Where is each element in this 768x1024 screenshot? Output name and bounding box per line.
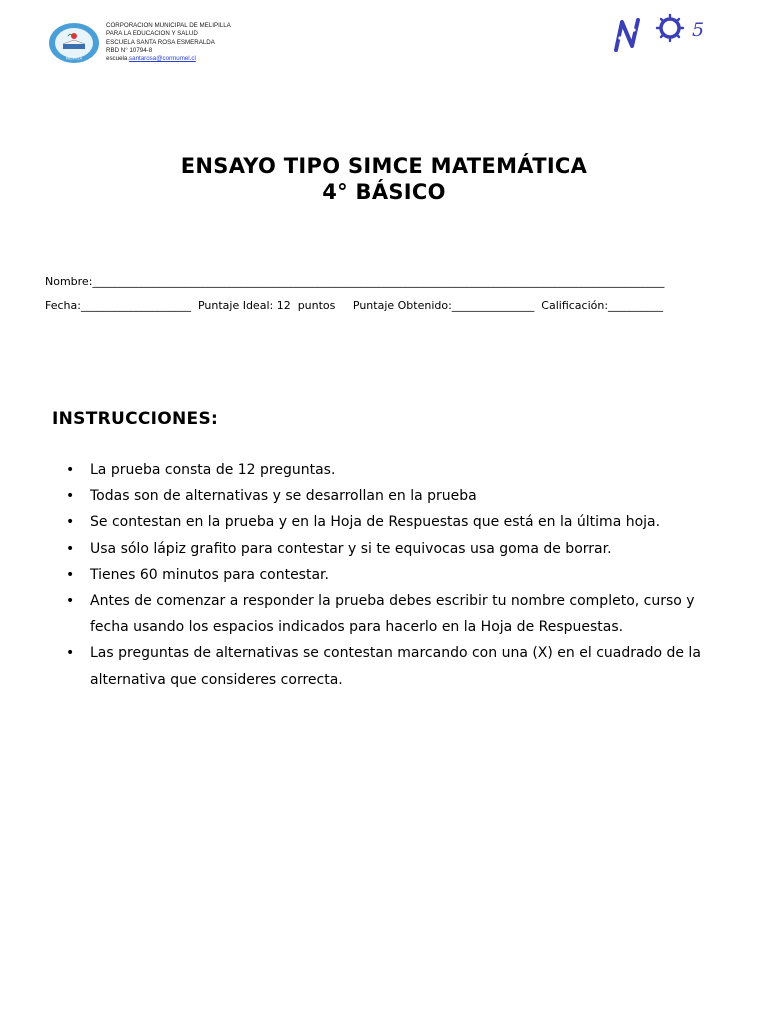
email-prefix: escuela. — [106, 55, 130, 63]
bullet-icon: • — [66, 593, 75, 610]
institution-header — [106, 22, 231, 63]
header-line-corporation: CORPORACION MUNICIPAL DE MELIPILLA — [106, 22, 231, 29]
name-field[interactable]: Nombre:________________________________________________________________________________________________________ — [45, 275, 665, 288]
list-item: • Antes de comenzar a responder la prueba debes escribir tu nombre completo, curso y fecha usando los espacios indicados para hacerlo en la Hoja de Respuestas. — [62, 588, 712, 640]
bullet-icon: • — [66, 514, 75, 531]
list-item: • Usa sólo lápiz grafito para contestar y si te equivocas usa goma de borrar. — [62, 536, 712, 562]
page-title: ENSAYO TIPO SIMCE MATEMÁTICA — [180, 154, 588, 178]
logo-text: MELIPILLA — [65, 56, 83, 61]
bullet-icon: • — [66, 566, 75, 583]
list-item: • Las preguntas de alternativas se contestan marcando con una (X) en el cuadrado de la alternativa que consideres correcta. — [62, 640, 712, 692]
page-subtitle: 4° BÁSICO — [322, 180, 446, 204]
header-line-rbd: RBD N° 10794-8 — [106, 46, 153, 54]
svg-text:5: 5 — [692, 19, 705, 41]
bullet-icon: • — [66, 645, 75, 662]
bullet-icon: • — [66, 540, 75, 557]
header-line-school: ESCUELA SANTA ROSA ESMERALDA — [106, 38, 215, 46]
header-line-education: PARA LA EDUCACION Y SALUD — [106, 30, 198, 38]
bullet-icon: • — [66, 462, 75, 478]
bullet-icon: • — [66, 488, 75, 505]
date-score-field[interactable]: Fecha:____________________ Puntaje Ideal: 12 puntos Puntaje Obtenido:_______________ Calificación:__________ — [45, 299, 664, 312]
email-link[interactable]: santarosa@cormumel.cl — [129, 55, 196, 63]
header-email — [106, 55, 231, 63]
school-logo — [48, 22, 100, 64]
list-item: • La prueba consta de 12 preguntas. — [62, 457, 712, 483]
list-item: • Todas son de alternativas y se desarrollan en la prueba — [62, 483, 712, 509]
list-item: • Se contestan en la prueba y en la Hoja de Respuestas que está en la última hoja. — [62, 509, 712, 535]
list-item: • Tienes 60 minutos para contestar. — [62, 562, 712, 588]
test-number-mark — [612, 12, 712, 56]
instructions-heading: INSTRUCCIONES: — [52, 409, 219, 429]
instructions-list — [62, 457, 712, 693]
